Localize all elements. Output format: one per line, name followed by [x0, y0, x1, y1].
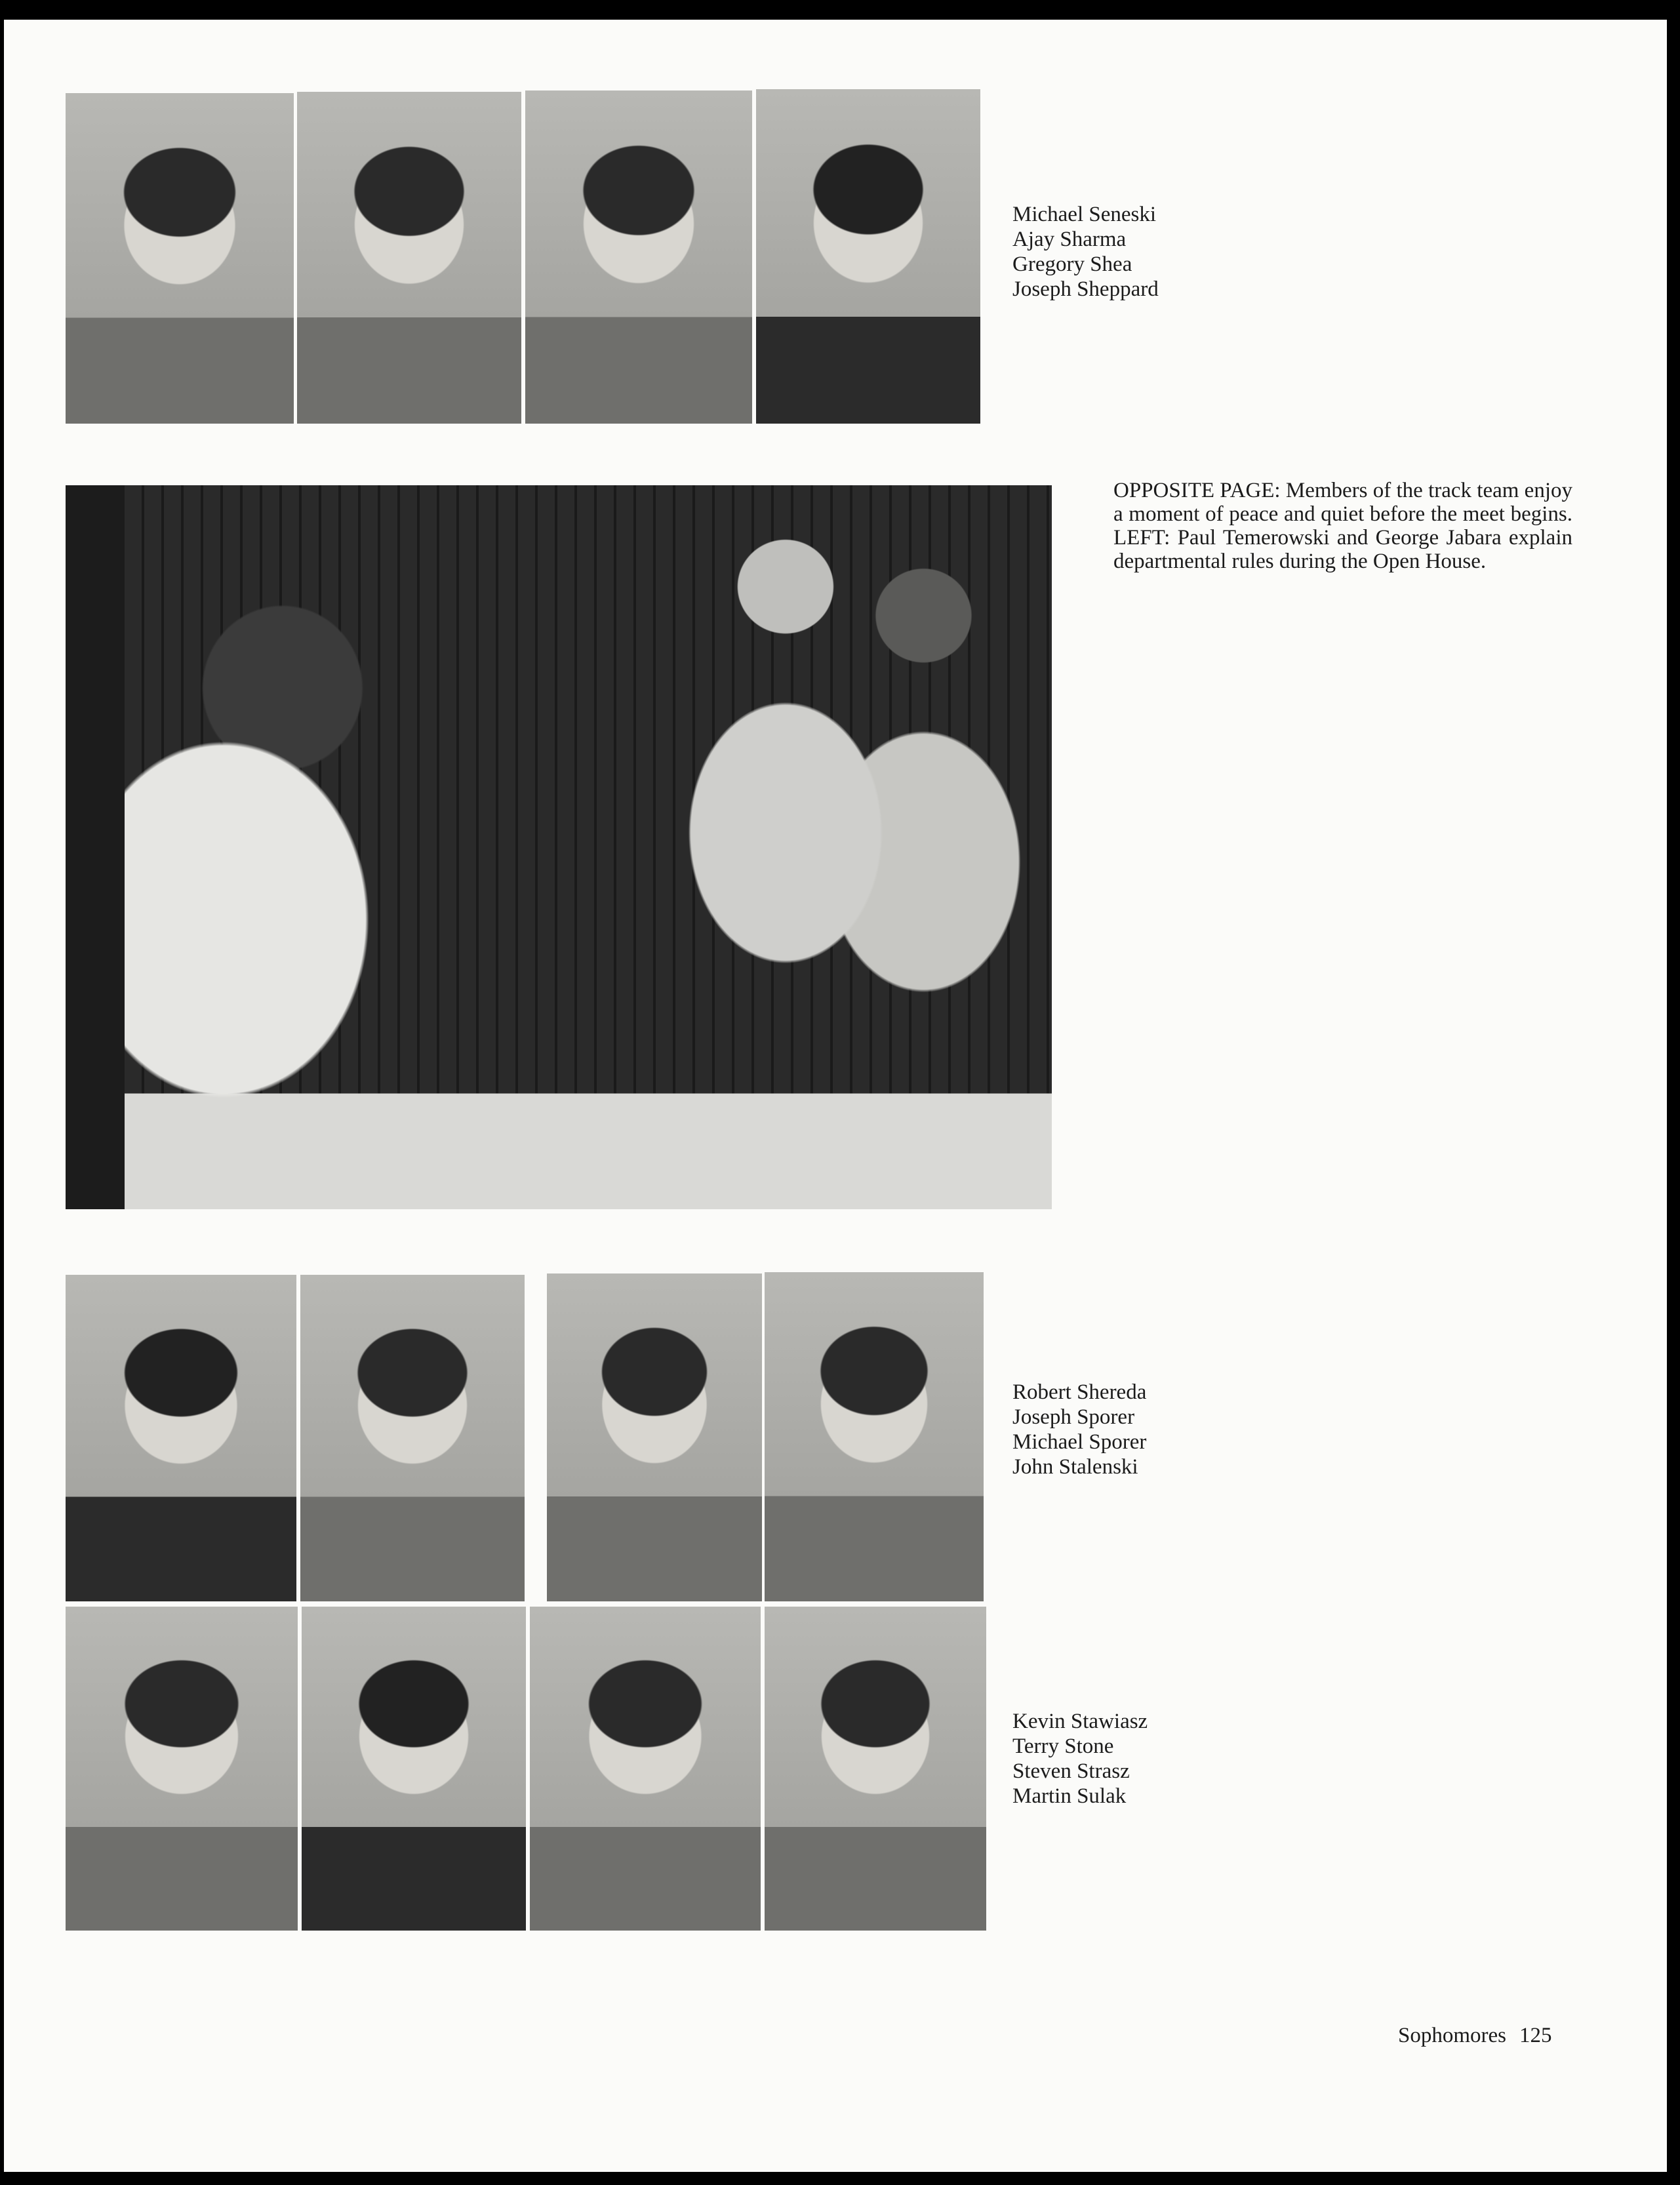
name-item: Joseph Sheppard	[1012, 277, 1159, 301]
name-item: John Stalenski	[1012, 1455, 1138, 1479]
names-group-3	[1012, 1709, 1148, 1809]
portrait-gregory-shea	[525, 90, 752, 424]
portrait-michael-sporer	[547, 1273, 762, 1601]
yearbook-page	[4, 20, 1667, 2172]
open-house-photo	[66, 485, 1052, 1209]
name-item: Ajay Sharma	[1012, 228, 1127, 251]
portrait-terry-stone	[302, 1607, 526, 1931]
photo-caption: OPPOSITE PAGE: Members of the track team enjoy a moment of peace and quiet before the meet begins. LEFT: Paul Temerowski and George Jabara explain departmental rules during the Open House.	[1113, 479, 1572, 573]
portrait-john-stalenski	[765, 1272, 984, 1601]
portrait-joseph-sheppard	[756, 89, 980, 424]
portrait-michael-seneski	[66, 93, 294, 424]
name-item: Joseph Sporer	[1012, 1405, 1135, 1429]
portrait-joseph-sporer	[300, 1275, 525, 1601]
name-item: Kevin Stawiasz	[1012, 1710, 1148, 1733]
name-item: Gregory Shea	[1012, 252, 1132, 276]
name-item: Michael Sporer	[1012, 1430, 1147, 1454]
portrait-kevin-stawiasz	[66, 1607, 298, 1931]
portrait-steven-strasz	[530, 1607, 761, 1931]
name-item: Michael Seneski	[1012, 203, 1157, 226]
page-number: 125	[1519, 2024, 1552, 2047]
name-item: Robert Shereda	[1012, 1380, 1147, 1404]
names-group-2	[1012, 1380, 1146, 1479]
name-item: Terry Stone	[1012, 1734, 1114, 1758]
names-group-1	[1012, 202, 1159, 302]
section-title: Sophomores	[1398, 2024, 1506, 2047]
portrait-robert-shereda	[66, 1275, 296, 1601]
name-item: Martin Sulak	[1012, 1784, 1127, 1808]
page-footer	[1398, 2024, 1552, 2048]
name-item: Steven Strasz	[1012, 1759, 1130, 1783]
portrait-martin-sulak	[765, 1607, 986, 1931]
portrait-ajay-sharma	[297, 92, 521, 424]
